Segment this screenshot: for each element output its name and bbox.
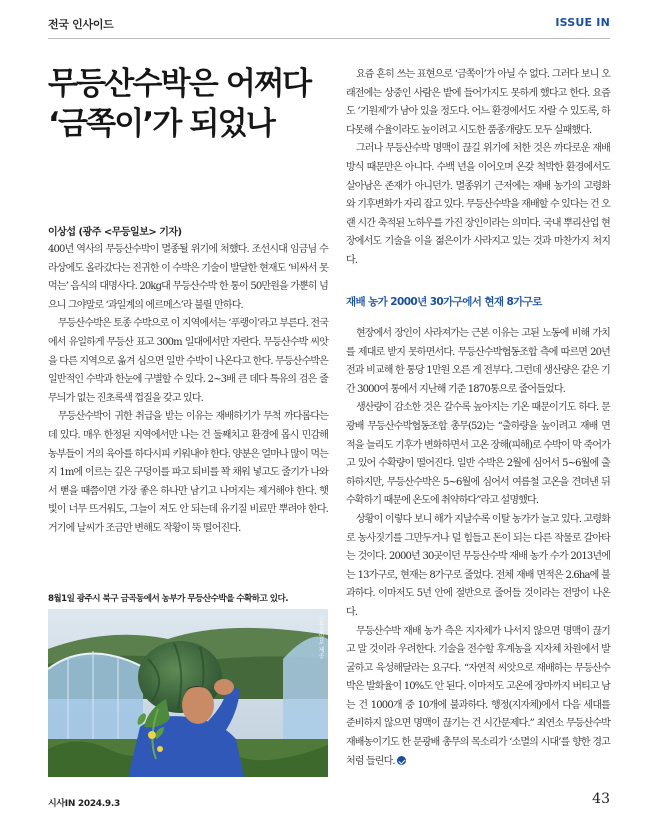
article-end-icon — [397, 756, 406, 765]
paragraph: 무등산수박은 토종 수박으로 이 지역에서는 ‘푸랭이’라고 부른다. 전국에서 유일하게 무등산 표고 300m 일대에서만 자란다. 무등산수박 씨앗을 다른 지역으로 옮겨 심으면 일반 수박이 나온다고 한다. 무등산수박은 일반적인 수박과 한눈에 구별할 수 있다. 2~3배 큰 데다 특유의 검은 줄무늬가 없는 진초록색 껍질을 갖고 있다. — [48, 318, 328, 404]
article-photo — [48, 609, 328, 777]
title-line-1: 무등산수박은 어쩌다 — [48, 66, 311, 102]
right-column-bottom — [346, 325, 610, 771]
paragraph: 생산량이 감소한 것은 갈수록 높아지는 기온 때문이기도 하다. 문광배 무등산수박협동조합 총무(52)는 “출하량을 높이려고 재배 면적을 늘리도 기후가 변화하면서 고온 장해(피해)로 수박이 막 죽어가고 있어 수확량이 떨어진다. 일반 수박은 2월에 심어서 5~6월에 출하하지만, 무등산수박은 5~6월에 심어서 여름철 고온을 견뎌낸 뒤 수확하기 때문에 온도에 취약하다”라고 설명했다. — [346, 402, 610, 507]
byline: 이상섭 (광주 <무등일보> 기자) — [48, 227, 182, 238]
paragraph — [346, 623, 610, 772]
section-label: 전국 인사이드 — [48, 18, 114, 31]
issue-tag: ISSUE IN — [555, 16, 610, 29]
photo-illustration — [48, 609, 328, 777]
paragraph: 무등산수박이 귀한 취급을 받는 이유는 재배하기가 무척 까다롭다는 데 있다. 매우 한정된 지역에서만 나는 건 둘째치고 환경에 몹시 민감해 농부들이 거의 육아를 하다시피 키워내야 한다. 양분은 얼마나 많이 먹는지 1m에 이르는 깊은 구덩이를 파고 퇴비를 꽉 채워 넣고도 줄기가 나와서 뻗을 때쯤이면 가장 좋은 하나만 남기고 나머지는 제거해야 한다. 햇빛이 너무 뜨거워도, 그늘이 져도 안 되는데 유기질 비료만 뿌려야 한다. 거기에 날씨가 조금만 변해도 작황이 뚝 떨어진다. — [48, 411, 328, 534]
title-line-2: ‘금쪽이’가 되었나 — [48, 106, 274, 142]
photo-caption: 8월1일 광주시 북구 금곡동에서 농부가 무등산수박을 수확하고 있다. — [48, 594, 288, 604]
paragraph-text: 무등산수박 재배 농가 측은 지자체가 나서지 않으면 명맥이 끊기고 말 것이라 우려한다. 기술을 전수할 후계농을 지자체 차원에서 발굴하고 육성해달라는 요구다. “자연적 씨앗으로 재배하는 무등산수박은 발화율이 10%도 안 된다. 이마저도 고온에 장마까지 버티고 남는 건 1000개 중 10개에 불과하다. 행정(지자체)에서 다음 세대를 준비하지 않으면 명맥이 끊기는 건 시간문제다.” 최연소 무등산수박 재배농이기도 한 문광배 총무의 목소리가 ‘소멸의 시대’를 향한 경고처럼 들린다. — [346, 625, 610, 767]
paragraph: 현장에서 장인이 사라져가는 근본 이유는 고된 노동에 비해 가치를 제대로 받지 못하면서다. 무등산수박협동조합 측에 따르면 20년 전과 비교해 한 통당 1만원 오른 게 전부다. 그런데 생산량은 같은 기간 3000여 통에서 지난해 기준 1870통으로 줄어들었다. — [346, 328, 610, 395]
photo-credit: ⓒ무등일보 제공 — [317, 615, 324, 659]
paragraph: 400년 역사의 무등산수박이 멸종될 위기에 처했다. 조선시대 임금님 수라상에도 올라갔다는 진귀한 이 수박은 기술이 발달한 현재도 ‘비싸서 못 먹는’ 음식의 대명사다. 20kg대 무등산수박 한 통이 50만원을 가뿐히 넘으니 그야말로 ‘과일계의 에르메스’라 불릴 만하다. — [48, 244, 328, 311]
right-column-top — [346, 66, 610, 271]
section-subheading: 재배 농가 2000년 30가구에서 현재 8가구로 — [346, 296, 542, 308]
article-title — [48, 64, 338, 144]
header-divider — [48, 38, 610, 39]
left-column — [48, 241, 328, 539]
publication-info: 시사IN 2024.9.3 — [48, 799, 120, 809]
paragraph: 요즘 흔히 쓰는 표현으로 ‘금쪽이’가 아닐 수 없다. 그러다 보니 오래전에는 상중인 사람은 밭에 들어가지도 못하게 했다고 한다. 요즘도 ‘기원제’가 남아 있을 정도다. 어느 환경에서도 자랄 수 있도록, 하다못해 수율이라도 높이려고 시도한 품종개량도 모두 실패했다. — [346, 69, 610, 136]
paragraph: 그러나 무등산수박 명맥이 끊길 위기에 처한 것은 까다로운 재배 방식 때문만은 아니다. 수백 년을 이어오며 온갖 척박한 환경에서도 살아남은 존재가 아니던가. 멸종위기 근저에는 재배 농가의 고령화와 기후변화가 자리 잡고 있다. 무등산수박을 재배할 수 있다는 건 오랜 시간 축적된 노하우를 가진 장인이라는 의미다. 국내 뿌리산업 현장에서도 기술을 이을 젊은이가 사라지고 있는 것과 마찬가지 처지다. — [346, 143, 610, 266]
paragraph: 상황이 이렇다 보니 해가 지날수록 이탈 농가가 늘고 있다. 고령화로 농사짓기를 그만두거나 덜 힘들고 돈이 되는 다른 작물로 갈아타는 것이다. 2000년 30곳이던 무등산수박 재배 농가 수가 2013년에는 13가구로, 현재는 8가구로 줄었다. 전체 재배 면적은 2.6ha에 불과하다. 이마저도 5년 안에 절반으로 줄어들 것이라는 전망이 나온다. — [346, 513, 610, 618]
page-number: 43 — [592, 791, 610, 807]
